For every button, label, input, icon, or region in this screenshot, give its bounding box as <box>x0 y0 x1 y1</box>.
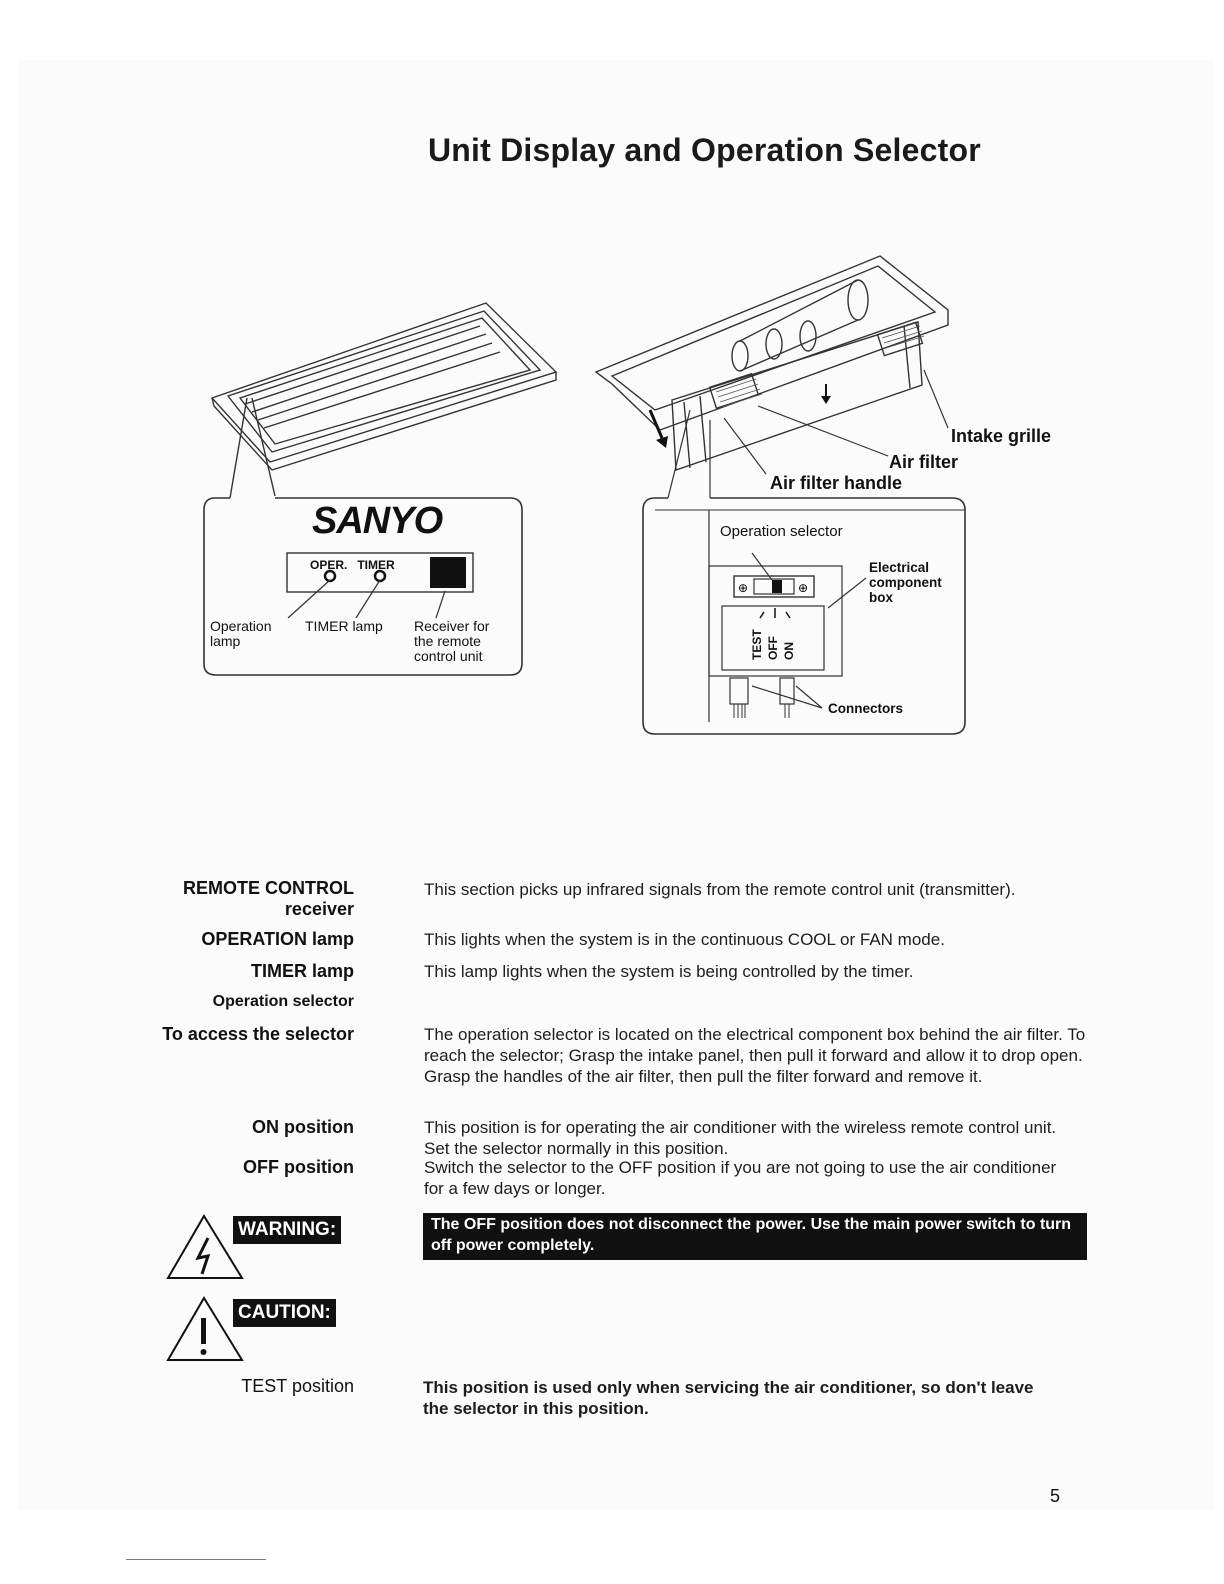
callout-line: box <box>869 590 894 605</box>
callout-line: Receiver for <box>414 618 490 634</box>
term-off-position: OFF position <box>243 1157 354 1177</box>
electrical-box-callout <box>869 560 942 605</box>
air-filter-callout: Air filter <box>889 452 959 472</box>
svg-text:⊕: ⊕ <box>798 581 809 595</box>
callout-line: control unit <box>414 648 483 664</box>
panel-lamp-labels: OPER. TIMER <box>310 558 395 572</box>
desc-test-position: This position is used only when servicing the air conditioner, so don't leave the selector in this position. <box>423 1378 1034 1418</box>
callout-line: lamp <box>210 633 241 649</box>
term-on-position: ON position <box>252 1117 354 1137</box>
term-operation-selector: Operation selector <box>212 993 354 1010</box>
on-position-mark: ON <box>782 642 796 660</box>
switch-position-labels <box>750 620 798 660</box>
desc-remote-control-receiver: This section picks up infrared signals from the remote control unit (transmitter). <box>424 880 1016 899</box>
term-operation-lamp: OPERATION lamp <box>201 929 354 949</box>
off-position-mark: OFF <box>766 636 780 660</box>
term-line: REMOTE CONTROL <box>183 878 354 898</box>
callout-line: Operation <box>210 618 272 634</box>
page-title: Unit Display and Operation Selector <box>428 132 981 168</box>
test-position-mark: TEST <box>750 629 764 660</box>
desc-timer-lamp: This lamp lights when the system is being controlled by the timer. <box>424 962 914 981</box>
callout-line: Electrical <box>869 560 930 575</box>
term-test-position: TEST position <box>241 1376 354 1396</box>
connectors-callout: Connectors <box>828 701 904 716</box>
term-remote-control-receiver <box>120 878 354 920</box>
term-access-selector: To access the selector <box>162 1024 354 1044</box>
sanyo-logo: SANYO <box>312 500 443 542</box>
footer-rule <box>126 1559 266 1560</box>
callout-line: component <box>869 575 942 590</box>
page-number: 5 <box>1050 1486 1061 1506</box>
desc-operation-lamp: This lights when the system is in the continuous COOL or FAN mode. <box>424 930 945 949</box>
desc-off-position: Switch the selector to the OFF position if you are not going to use the air conditioner for a few days or longer. <box>424 1158 1057 1198</box>
warning-message: The OFF position does not disconnect the power. Use the main power switch to turn off power completely. <box>423 1213 1087 1260</box>
operation-selector-callout: Operation selector <box>720 523 843 540</box>
intake-grille-callout: Intake grille <box>951 426 1052 446</box>
air-filter-handle-callout: Air filter handle <box>770 473 903 493</box>
warning-badge: WARNING: <box>233 1216 341 1244</box>
svg-text:⊕: ⊕ <box>738 581 749 595</box>
callout-line: the remote <box>414 633 481 649</box>
desc-access-selector: The operation selector is located on the electrical component box behind the air filter. To reach the selector; Grasp the intake panel, then pull it forward and allow it to drop open. Grasp the handles of the air filter, then pull the filter forward and remove it. <box>424 1025 1086 1086</box>
term-line: receiver <box>284 899 354 919</box>
term-timer-lamp: TIMER lamp <box>250 961 354 981</box>
timer-lamp-callout: TIMER lamp <box>305 618 383 634</box>
caution-badge: CAUTION: <box>233 1299 336 1327</box>
desc-on-position: This position is for operating the air conditioner with the wireless remote control unit. Set the selector normally in this position. <box>424 1118 1057 1158</box>
